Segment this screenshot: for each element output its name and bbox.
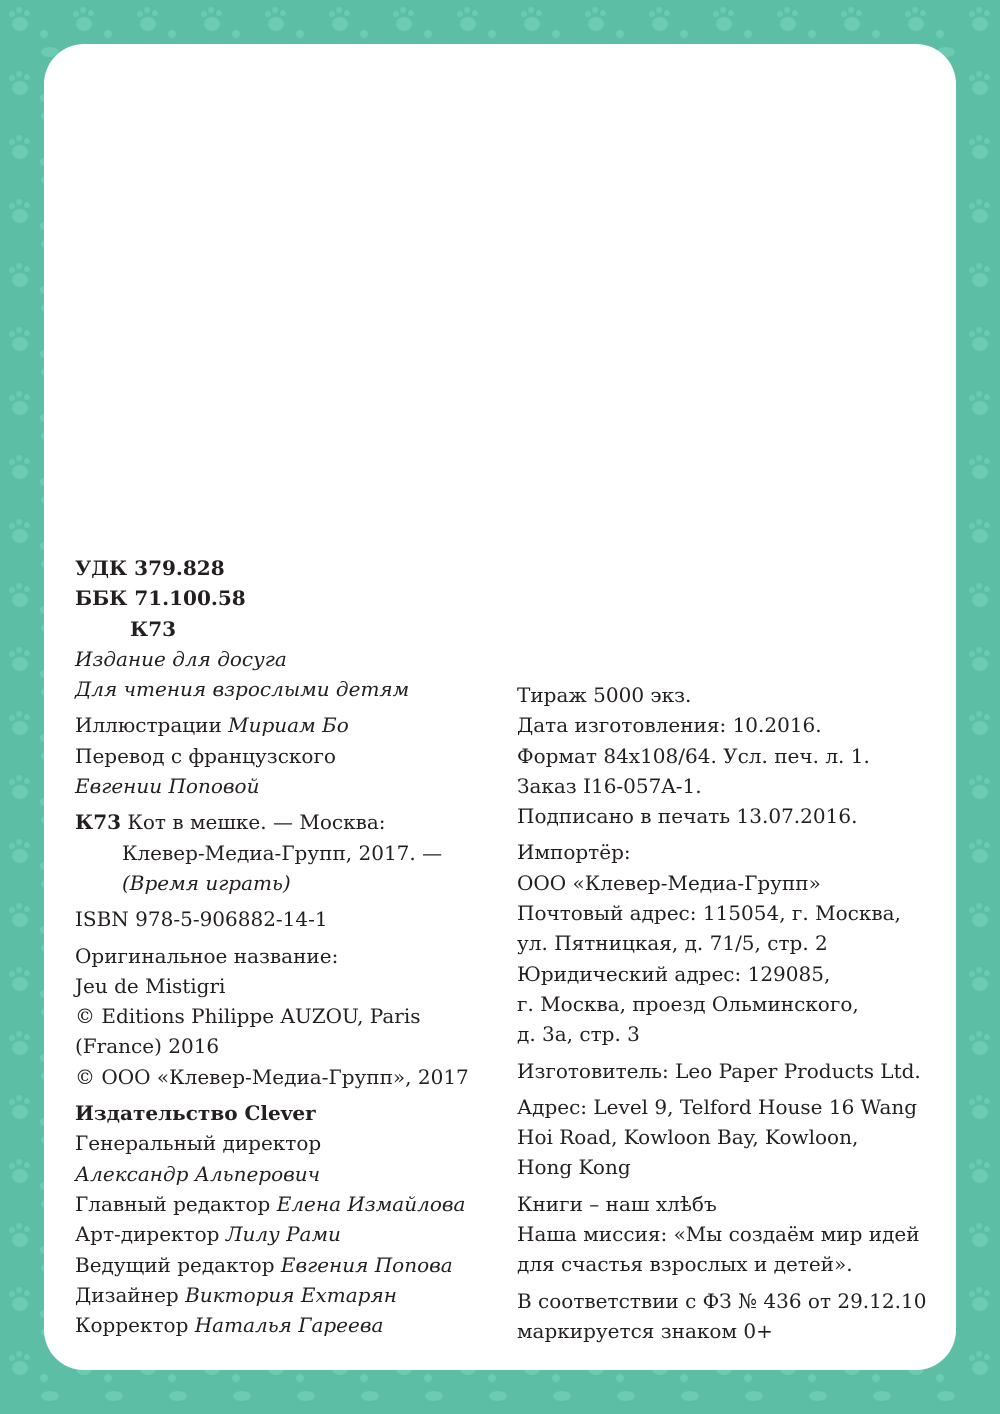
staff-item [75,1189,495,1219]
manufacturer: Изготовитель: Leo Paper Products Ltd. [517,1058,921,1083]
postal-address-line: Почтовый адрес: 115054, г. Москва, [517,901,901,926]
staff-role: Арт-директор [75,1222,226,1247]
copyright-russian: © ООО «Клевер-Медиа-Групп», 2017 [75,1064,469,1089]
staff-role: Дизайнер [75,1282,186,1307]
staff-name: Виктория Ехтарян [185,1282,397,1307]
staff-item [75,1310,495,1340]
illustrations-label: Иллюстрации [75,713,229,738]
staff-item [75,1250,495,1280]
publisher-name: Издательство Clever [75,1101,316,1126]
law-notice-line: маркируется знаком 0+ [517,1318,773,1343]
original-title-label: Оригинальное название: [75,943,339,968]
catalog-title: Кот в мешке. — Москва: [127,810,386,835]
illustrations-credit [75,710,495,740]
manufacturer-address-line: Адрес: Level 9, Telford House 16 Wang [517,1094,918,1119]
edition-type: Издание для досуга [75,646,287,671]
staff-list [75,1128,495,1340]
imprint-left-column [75,553,495,1340]
legal-address-line: г. Москва, проезд Ольминского, [517,991,859,1016]
bbk-code: ББК 71.100.58 [75,586,246,611]
staff-role: Корректор [75,1313,195,1338]
copyright-original: © Editions Philippe AUZOU, Paris [75,1004,421,1029]
staff-name: Лилу Рами [225,1222,341,1247]
mission-line: Наша миссия: «Мы создаём мир идей [517,1222,920,1247]
copyright-original-country: (France) 2016 [75,1034,220,1059]
staff-role: Главный редактор [75,1191,277,1216]
order-number: Заказ I16-057A-1. [517,773,702,798]
catalog-code: К73 [75,810,122,835]
staff-name: Наталья Гареева [194,1313,384,1338]
author-mark: К73 [130,616,177,641]
production-date: Дата изготовления: 10.2016. [517,713,822,738]
translator-name: Евгении Поповой [75,774,260,799]
catalog-publisher: Клевер-Медиа-Групп, 2017. — [122,840,443,865]
importer-name: ООО «Клевер-Медиа-Групп» [517,870,821,895]
illustrator-name: Мириам Бо [228,713,349,738]
isbn: ISBN 978-5-906882-14-1 [75,907,328,932]
legal-address-line: д. 3а, стр. 3 [517,1022,640,1047]
legal-address-line: Юридический адрес: 129085, [517,961,831,986]
udk-code: УДК 379.828 [75,556,225,580]
staff-item [75,1280,495,1310]
catalog-series: (Время играть) [122,870,291,895]
catalog-entry [75,807,495,837]
postal-address-line: ул. Пятницкая, д. 71/5, стр. 2 [517,931,828,956]
original-title: Jeu de Mistigri [75,973,226,998]
staff-item [75,1159,495,1189]
staff-item [75,1128,495,1158]
reading-audience: Для чтения взрослыми детям [75,677,410,702]
staff-name: Евгения Попова [280,1252,453,1277]
print-run: Тираж 5000 экз. [517,683,692,707]
paper-format: Формат 84х108/64. Усл. печ. л. 1. [517,743,870,768]
slogan: Книги – наш хлѣбъ [517,1191,717,1216]
law-notice-line: В соответствии с ФЗ № 436 от 29.12.10 [517,1288,927,1313]
translation-label: Перевод с французского [75,743,336,768]
signed-to-print: Подписано в печать 13.07.2016. [517,804,858,829]
staff-name: Александр Альперович [75,1161,321,1186]
staff-role: Генеральный директор [75,1131,322,1156]
manufacturer-address-line: Hong Kong [517,1155,631,1180]
manufacturer-address-line: Hoi Road, Kowloon Bay, Kowloon, [517,1125,859,1150]
staff-name: Елена Измайлова [276,1191,466,1216]
mission-line: для счастья взрослых и детей». [517,1252,853,1277]
staff-item [75,1219,495,1249]
importer-label: Импортёр: [517,840,631,865]
staff-role: Ведущий редактор [75,1252,281,1277]
imprint-right-column [517,680,947,1346]
